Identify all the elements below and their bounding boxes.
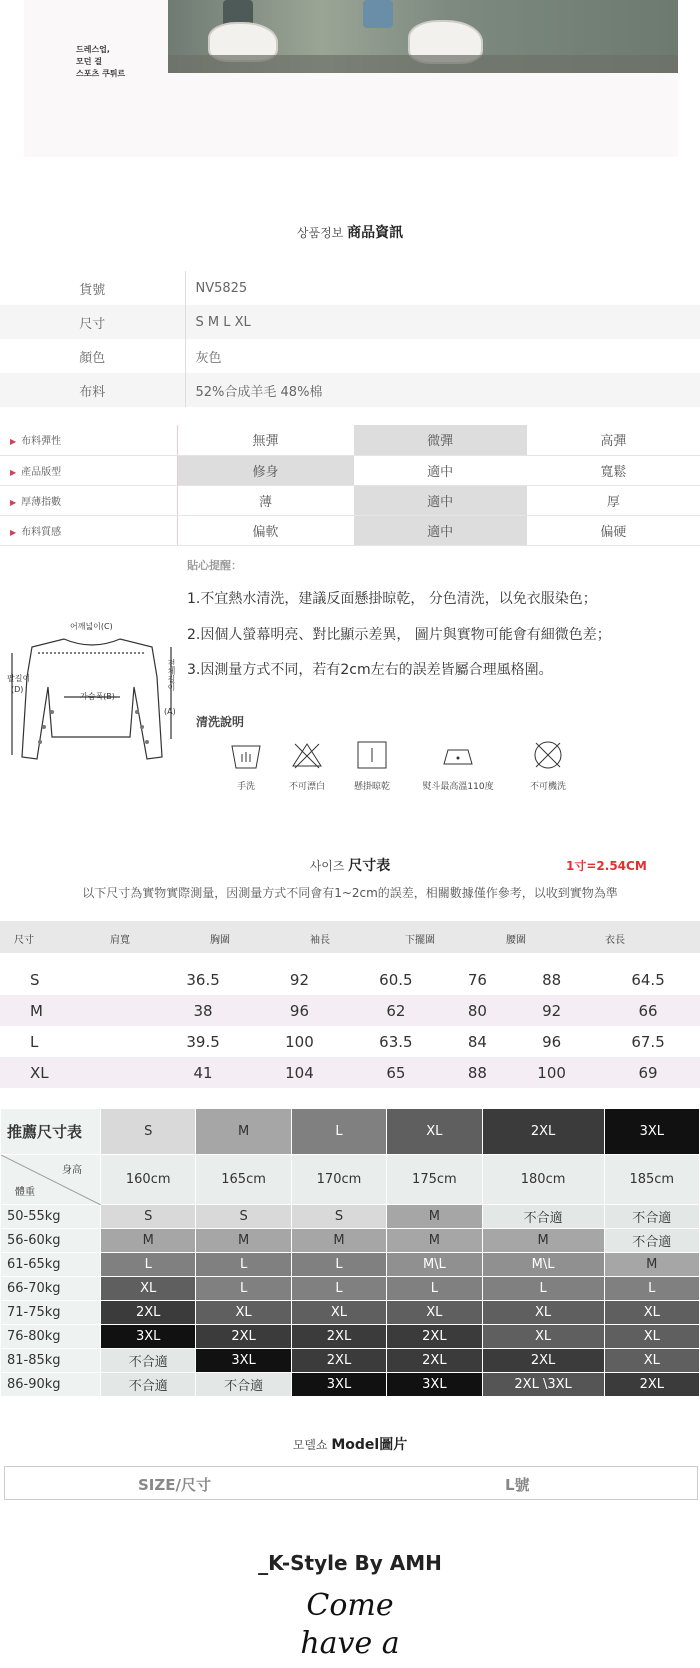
care-label: 手洗	[236, 782, 255, 792]
recommend-height: 180cm	[482, 1155, 604, 1205]
recommend-cell: L	[482, 1277, 604, 1301]
attribute-option: 厚	[527, 485, 700, 515]
info-key: 布料	[0, 373, 185, 407]
model-title	[0, 1434, 700, 1454]
size-chart-header	[0, 921, 700, 953]
attribute-option: 偏硬	[527, 515, 700, 545]
recommend-cell: 不合適	[101, 1349, 196, 1373]
size-chart-column-header: 尺寸	[14, 935, 34, 946]
model-size-value: L號	[505, 1476, 530, 1494]
recommend-cell: 不合適	[196, 1373, 291, 1397]
fabric-attributes-table	[0, 425, 700, 546]
hero-caption-line: 드레스업,	[76, 45, 110, 54]
tip-line: 1.不宜熱水清洗，建議反面懸掛晾乾， 分色清洗，以免衣服染色；	[187, 591, 597, 607]
recommend-cell: XL	[387, 1301, 482, 1325]
attribute-key-label: 厚薄指數	[21, 496, 62, 508]
recommend-height: 170cm	[291, 1155, 386, 1205]
recommend-weight: 81-85kg	[1, 1349, 101, 1373]
attribute-key	[0, 515, 177, 545]
info-row	[0, 373, 700, 407]
diagram-label-length-code: (A)	[164, 707, 176, 716]
size-chart-cell: 65	[386, 1063, 406, 1082]
recommend-heights-row	[1, 1155, 700, 1205]
recommend-row	[1, 1325, 700, 1349]
size-chart-column-header: 肩寬	[110, 935, 130, 946]
model-size-box	[4, 1466, 698, 1500]
recommend-cell: XL	[482, 1325, 604, 1349]
size-chart-cell: 39.5	[186, 1032, 220, 1051]
recommend-cell: L	[291, 1253, 386, 1277]
recommend-height: 175cm	[387, 1155, 482, 1205]
recommend-cell: L	[101, 1253, 196, 1277]
recommend-cell: M\L	[482, 1253, 604, 1277]
size-chart-table	[0, 964, 700, 1088]
recommend-cell: XL	[291, 1301, 386, 1325]
info-key: 顏色	[0, 339, 185, 373]
size-chart-cell: L	[30, 1032, 39, 1051]
recommend-weight: 61-65kg	[1, 1253, 101, 1277]
size-chart-cell: 104	[285, 1063, 314, 1082]
recommend-cell: 2XL	[291, 1349, 386, 1373]
recommend-cell: M	[101, 1229, 196, 1253]
size-chart-cell: 76	[467, 970, 487, 989]
recommend-row	[1, 1205, 700, 1229]
recommend-cell: 3XL	[291, 1373, 386, 1397]
size-chart-row	[0, 995, 700, 1026]
recommend-cell: 不合適	[604, 1229, 699, 1253]
recommend-cell: M	[196, 1229, 291, 1253]
care-no-bleach	[276, 740, 338, 792]
attribute-option: 寬鬆	[527, 455, 700, 485]
recommend-header-row	[1, 1109, 700, 1155]
recommend-cell: S	[291, 1205, 386, 1229]
recommend-cell: 2XL	[101, 1301, 196, 1325]
recommend-weight: 56-60kg	[1, 1229, 101, 1253]
size-chart-title-zh: 尺寸表	[348, 858, 391, 874]
care-label: 不可機洗	[529, 782, 566, 792]
recommend-size-header: XL	[387, 1109, 482, 1155]
weight-label: 體重	[15, 1187, 35, 1198]
height-label: 身高	[62, 1165, 82, 1176]
recommend-weight: 50-55kg	[1, 1205, 101, 1229]
size-chart-column-header: 下擺圍	[405, 935, 435, 946]
recommend-row	[1, 1349, 700, 1373]
recommend-height: 160cm	[101, 1155, 196, 1205]
recommend-cell: L	[604, 1277, 699, 1301]
recommended-size-table	[0, 1108, 700, 1397]
model-title-ko: 모델쇼	[292, 1438, 328, 1452]
recommend-weight: 66-70kg	[1, 1277, 101, 1301]
recommend-cell: XL	[604, 1325, 699, 1349]
size-chart-cell: 67.5	[631, 1032, 665, 1051]
triangle-bullet-icon: ▶	[10, 527, 17, 537]
product-info-table	[0, 271, 700, 407]
hand-wash-icon	[228, 740, 264, 770]
size-chart-cell: M	[30, 1001, 43, 1020]
size-chart-cell: 36.5	[186, 970, 220, 989]
size-chart-cell: 60.5	[379, 970, 413, 989]
size-chart-cell: 41	[193, 1063, 213, 1082]
recommend-height: 165cm	[196, 1155, 291, 1205]
product-info-title-ko: 상품정보	[296, 226, 344, 240]
info-key: 貨號	[0, 271, 185, 305]
garment-measurement-diagram	[2, 617, 182, 772]
recommend-height: 185cm	[604, 1155, 699, 1205]
diagram-label-sleeve: 팔길이	[7, 674, 31, 683]
care-hang-dry	[344, 740, 400, 792]
size-chart-cell: 62	[386, 1001, 406, 1020]
recommend-cell: S	[196, 1205, 291, 1229]
attribute-key-label: 產品版型	[21, 466, 62, 478]
recommend-cell: M	[291, 1229, 386, 1253]
size-chart-cell: 84	[467, 1032, 487, 1051]
care-title: 清洗說明	[196, 715, 245, 729]
care-iron	[412, 740, 504, 792]
info-value: NV5825	[195, 280, 248, 296]
recommend-cell: L	[291, 1277, 386, 1301]
triangle-bullet-icon: ▶	[10, 467, 17, 477]
size-chart-cell: 92	[542, 1001, 562, 1020]
attribute-option: 適中	[354, 515, 527, 545]
recommend-cell: L	[196, 1253, 291, 1277]
size-chart-column-header: 腰圍	[506, 935, 526, 946]
recommend-size-header: 2XL	[482, 1109, 604, 1155]
hero-caption-line: 스포츠 쿠튀르	[76, 69, 126, 78]
recommend-cell: M	[482, 1229, 604, 1253]
recommend-row	[1, 1301, 700, 1325]
product-info-title	[0, 222, 700, 242]
no-machine-wash-icon	[530, 740, 566, 770]
attribute-option: 適中	[354, 485, 527, 515]
size-chart-cell: S	[30, 970, 40, 989]
hero-caption-line: 모던 걸	[76, 57, 102, 66]
recommend-cell: 2XL	[604, 1373, 699, 1397]
size-chart-cell: 88	[542, 970, 562, 989]
recommend-size-header: M	[196, 1109, 291, 1155]
tip-line: 2.因個人螢幕明亮、對比顯示差異， 圖片與實物可能會有細微色差；	[187, 627, 611, 643]
care-hand-wash	[222, 740, 270, 792]
inch-conversion-note: 1寸=2.54CM	[566, 859, 647, 873]
recommend-cell: 3XL	[387, 1373, 482, 1397]
triangle-bullet-icon: ▶	[10, 497, 17, 507]
recommend-cell: XL	[604, 1349, 699, 1373]
diagram-label-sleeve-code: (D)	[11, 685, 24, 694]
height-weight-corner	[1, 1155, 101, 1205]
recommend-row	[1, 1229, 700, 1253]
recommend-size-header: S	[101, 1109, 196, 1155]
brand-name: _K-Style By AMH	[258, 1551, 442, 1575]
product-info-title-zh: 商品資訊	[347, 225, 404, 241]
size-chart-cell: 69	[638, 1063, 658, 1082]
recommend-cell: S	[101, 1205, 196, 1229]
care-label: 不可漂白	[288, 782, 325, 792]
size-chart-cell: 38	[193, 1001, 213, 1020]
hang-dry-icon	[354, 740, 390, 770]
recommend-row	[1, 1253, 700, 1277]
size-chart-cell: 88	[467, 1063, 487, 1082]
size-chart-row	[0, 1026, 700, 1057]
model-title-zh: Model圖片	[331, 1437, 408, 1453]
attribute-key-label: 布料質感	[21, 526, 62, 538]
recommend-weight: 76-80kg	[1, 1325, 101, 1349]
care-label: 懸掛晾乾	[353, 782, 390, 792]
triangle-bullet-icon: ▶	[10, 437, 17, 447]
recommend-cell: M\L	[387, 1253, 482, 1277]
attribute-key	[0, 485, 177, 515]
recommend-cell: M	[387, 1205, 482, 1229]
attribute-option: 偏軟	[177, 515, 354, 545]
recommend-size-header: L	[291, 1109, 386, 1155]
care-no-machine-wash	[520, 740, 576, 792]
size-chart-cell: 96	[542, 1032, 562, 1051]
recommend-cell: M	[387, 1229, 482, 1253]
recommend-cell: 3XL	[101, 1325, 196, 1349]
recommend-cell: 2XL \3XL	[482, 1373, 604, 1397]
attribute-row	[0, 485, 700, 515]
attribute-option: 高彈	[527, 425, 700, 455]
size-chart-cell: 92	[289, 970, 310, 989]
recommend-cell: XL	[101, 1277, 196, 1301]
recommend-weight: 86-90kg	[1, 1373, 101, 1397]
no-bleach-icon	[289, 740, 325, 770]
size-chart-cell: 66	[638, 1001, 658, 1020]
info-value: 灰色	[195, 350, 222, 366]
recommend-cell: 3XL	[196, 1349, 291, 1373]
recommend-cell: 2XL	[387, 1349, 482, 1373]
attribute-key-label: 布料彈性	[21, 436, 62, 448]
info-row	[0, 271, 700, 305]
size-chart-cell: 96	[289, 1001, 310, 1020]
care-label: 熨斗最高溫110度	[422, 782, 494, 792]
size-chart-cell: 100	[285, 1032, 314, 1051]
attribute-option: 薄	[177, 485, 354, 515]
attribute-key	[0, 425, 177, 455]
tips-title: 貼心提醒：	[187, 559, 242, 572]
info-key: 尺寸	[0, 305, 185, 339]
size-chart-column-header: 胸圍	[210, 935, 230, 946]
recommend-cell: 不合適	[482, 1205, 604, 1229]
info-row	[0, 305, 700, 339]
size-chart-cell: 100	[537, 1063, 566, 1082]
size-chart-cell: 64.5	[631, 970, 665, 989]
recommend-cell: 2XL	[291, 1325, 386, 1349]
size-chart-cell: 63.5	[379, 1032, 413, 1051]
attribute-key	[0, 455, 177, 485]
recommend-size-header: 3XL	[604, 1109, 699, 1155]
attribute-row	[0, 515, 700, 545]
recommend-cell: XL	[604, 1301, 699, 1325]
size-chart-row	[0, 1057, 700, 1088]
size-chart-column-header: 袖長	[310, 935, 330, 946]
brand-script-line: Come	[306, 1588, 394, 1623]
info-row	[0, 339, 700, 373]
recommend-cell: 2XL	[482, 1349, 604, 1373]
diagram-label-length: 전체길이	[167, 659, 176, 691]
model-size-label: SIZE/尺寸	[138, 1476, 211, 1494]
attribute-option: 適中	[354, 455, 527, 485]
size-chart-title-ko: 사이즈	[309, 859, 345, 873]
tip-line: 3.因測量方式不同，若有2cm左右的誤差皆屬合理風格圍。	[187, 662, 553, 678]
recommend-cell: XL	[482, 1301, 604, 1325]
recommend-cell: 不合適	[101, 1373, 196, 1397]
attribute-option: 修身	[177, 455, 354, 485]
brand-script-line: have a	[300, 1626, 400, 1661]
recommend-weight: 71-75kg	[1, 1301, 101, 1325]
recommend-cell: XL	[196, 1301, 291, 1325]
recommend-cell: 2XL	[387, 1325, 482, 1349]
attribute-row	[0, 425, 700, 455]
recommend-row	[1, 1373, 700, 1397]
size-chart-column-header: 衣長	[605, 935, 625, 946]
attribute-option: 微彈	[354, 425, 527, 455]
size-chart-cell: XL	[30, 1063, 49, 1082]
recommend-cell: 不合適	[604, 1205, 699, 1229]
info-value: S M L XL	[195, 314, 251, 330]
attribute-option: 無彈	[177, 425, 354, 455]
info-value: 52%合成羊毛 48%棉	[195, 384, 323, 400]
recommend-cell: L	[387, 1277, 482, 1301]
attribute-row	[0, 455, 700, 485]
size-chart-row	[0, 964, 700, 995]
iron-icon	[440, 740, 476, 770]
hero-photo	[168, 0, 678, 73]
diagram-label-shoulder: 어깨넓이(C)	[70, 622, 113, 631]
diagram-label-chest: 가슴폭(B)	[80, 692, 115, 701]
size-chart-cell: 80	[467, 1001, 487, 1020]
recommend-cell: 2XL	[196, 1325, 291, 1349]
recommend-row	[1, 1277, 700, 1301]
recommend-title: 推薦尺寸表	[1, 1109, 101, 1155]
recommend-cell: L	[196, 1277, 291, 1301]
size-chart-subtitle: 以下尺寸為實物實際測量，因測量方式不同會有1~2cm的誤差，相關數據僅作參考，以收到實物為準	[82, 886, 618, 900]
recommend-cell: M	[604, 1253, 699, 1277]
